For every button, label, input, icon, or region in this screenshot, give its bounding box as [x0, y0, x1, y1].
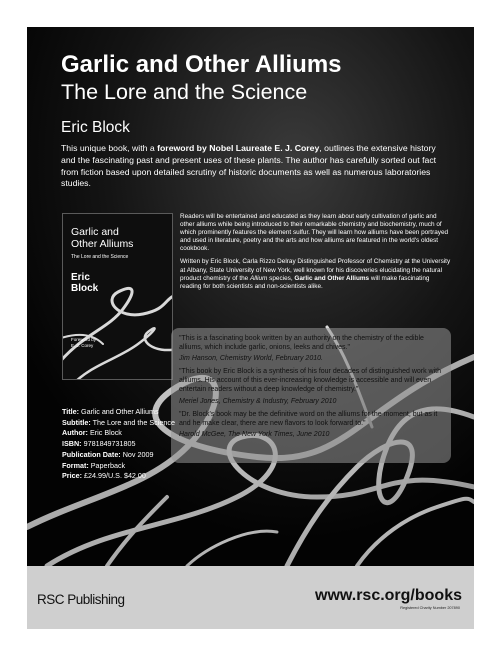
review-source: Meriel Jones, Chemistry & Industry, February 2010: [179, 397, 337, 405]
review-source: Jim Hanson, Chemistry World, February 2010.: [179, 355, 323, 363]
detail-row: Format: Paperback: [62, 460, 126, 470]
book-subtitle: The Lore and the Science: [61, 80, 308, 104]
footer: [27, 566, 474, 629]
review-quote: "Dr. Block's book may be the definitive word on the alliums for the moment, but as it and he make clear, there are new flavors to look forward to.": [179, 410, 438, 427]
cover-subtitle: The Lore and the Science: [71, 254, 129, 260]
charity-number: Registered Charity Number 207890: [400, 606, 460, 610]
description: [180, 213, 452, 296]
intro-paragraph: This unique book, with a foreword by Nobel Laureate E. J. Corey, outlines the extensive history and the fascinating past and present uses of these plants. The author has carefully sorted out fact from fiction based upon detailed scrutiny of historic documents as well as numerous laboratories studies.: [61, 143, 437, 189]
book-details: [62, 407, 212, 482]
cover-title-line1: Garlic and: [71, 226, 119, 238]
book-cover: [62, 213, 173, 380]
foreword-highlight: foreword by Nobel Laureate E. J. Corey: [157, 143, 320, 153]
detail-row: Author: Eric Block: [62, 428, 122, 438]
cover-foreword-name: E. J. Corey: [71, 343, 94, 348]
reviews-box: [171, 328, 451, 463]
description-paragraph-2: Written by Eric Block, Carla Rizzo Delray Distinguished Professor of Chemistry at the University at Albany, State University of New York, well known for his discoveries elucidating the natural product chemistry of the Allium species, Garlic and Other Alliums will make fascinating reading for both scientists and non-scientists alike.: [180, 258, 451, 290]
description-paragraph-1: Readers will be entertained and educated as they learn about early cultivation of garlic and other alliums while being introduced to their remarkable chemistry and biochemistry, much of which prominently features the element sulfur. They will learn how alliums have been portrayed and used in literature, poetry and the arts and how alliums are featured in the world's oldest cookbook.: [180, 213, 449, 253]
detail-row: Price: £24.99/U.S. $42.00: [62, 471, 146, 481]
detail-row: Publication Date: Nov 2009: [62, 449, 154, 459]
detail-row: Subtitle: The Lore and the Science: [62, 417, 175, 427]
review-quote: "This book by Eric Block is a synthesis of his four decades of distinguished work with alliums. His account of this ever-increasing knowledge is accessible and will even entertain readers without a deep knowledge of chemistry.": [179, 368, 441, 394]
review-source: Harold McGee, The New York Times, June 2010: [179, 430, 330, 438]
cover-author-last: Block: [71, 283, 99, 294]
book-title: Garlic and Other Alliums: [61, 51, 342, 78]
cover-author-first: Eric: [71, 272, 90, 283]
detail-row: ISBN: 9781849731805: [62, 439, 136, 449]
author-name: Eric Block: [61, 119, 130, 136]
detail-row: Title: Garlic and Other Alliums: [62, 407, 159, 416]
website-link[interactable]: www.rsc.org/books: [315, 587, 462, 604]
reviews-list: [179, 334, 444, 443]
cover-title-line2: Other Alliums: [71, 238, 134, 250]
poster: [27, 27, 474, 566]
cover-foreword-label: Foreword by: [71, 337, 97, 342]
review-quote: "This is a fascinating book written by an authority on the chemistry of the edible alliums, which include garlic, onions, leeks and chives.": [179, 335, 424, 352]
header: [61, 51, 461, 138]
publisher-logo: RSC Publishing: [37, 592, 125, 607]
